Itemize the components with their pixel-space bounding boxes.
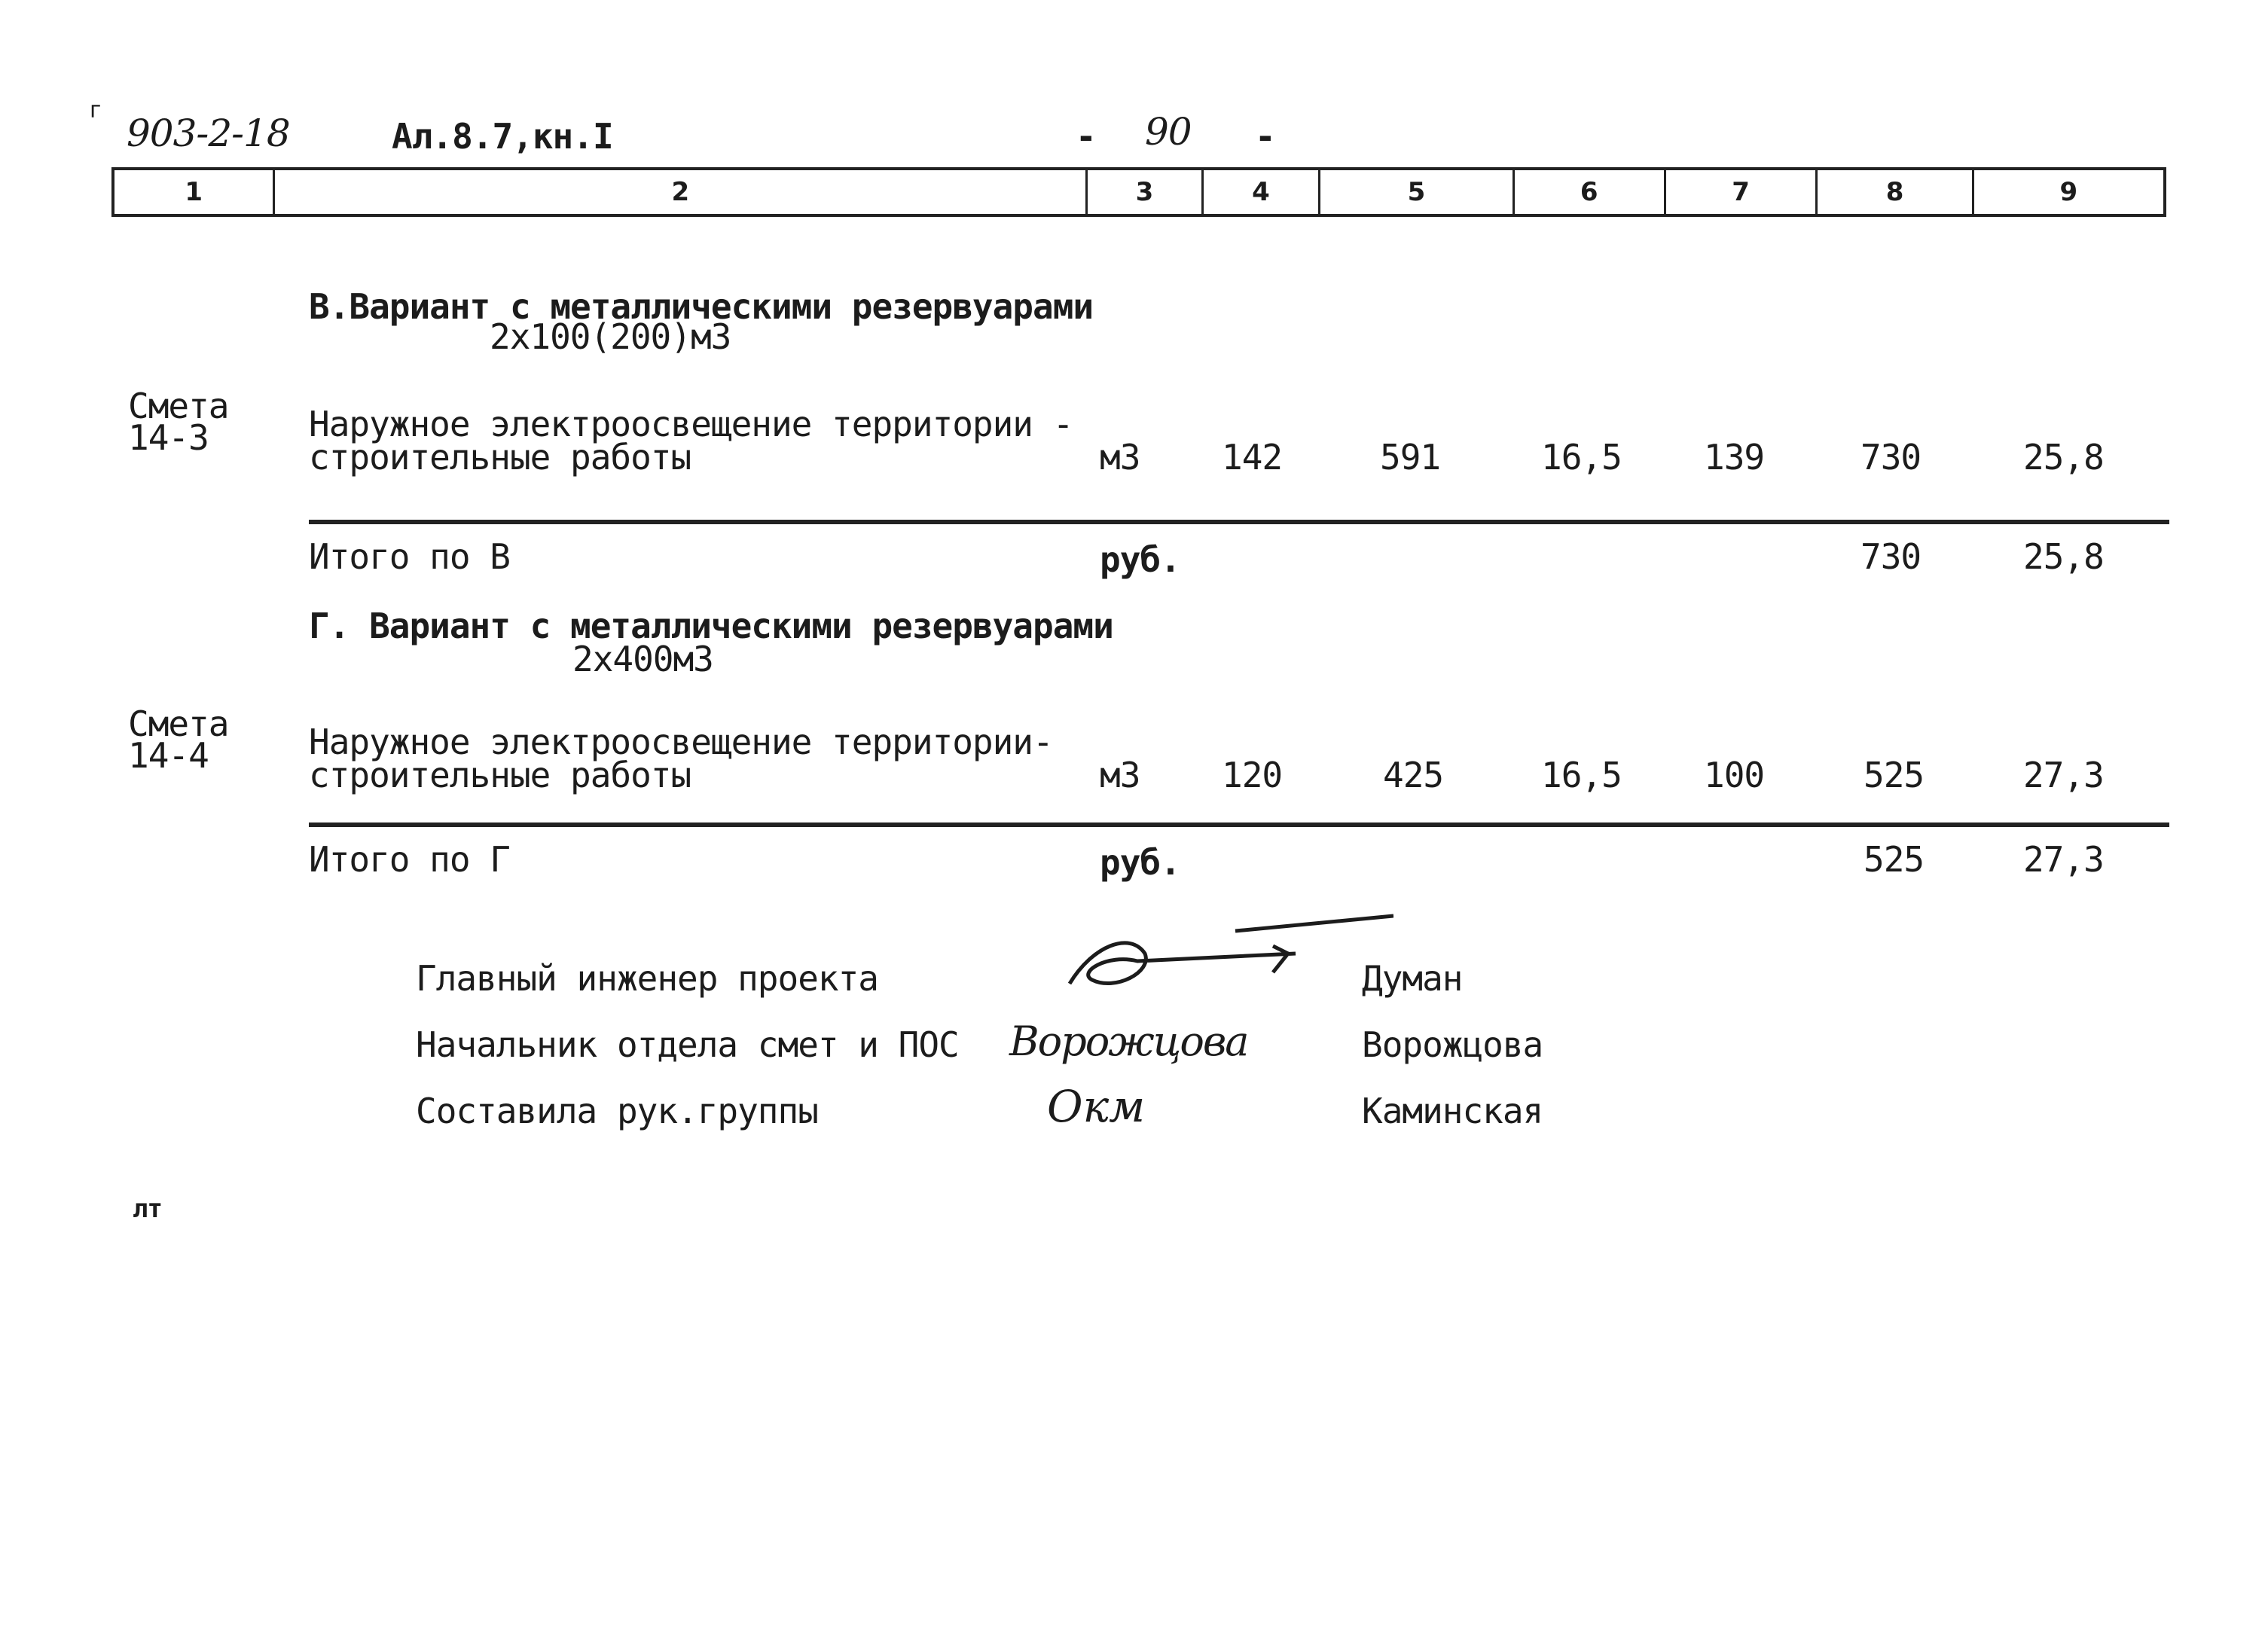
column-header: 9: [2059, 177, 2078, 207]
column-header: 7: [1666, 170, 1818, 214]
total-unit: руб.: [1100, 539, 1180, 580]
value-cell: 591: [1380, 437, 1441, 478]
value-cell: 100: [1704, 755, 1765, 795]
value-cell: 730: [1860, 437, 1922, 478]
item-description-cont: строительные работы: [309, 755, 691, 795]
estimate-number: 14-4: [128, 735, 209, 776]
value-cell: 142: [1222, 437, 1283, 478]
column-header: 3: [1088, 170, 1204, 214]
section-subtitle: 2х100(200)м3: [490, 316, 731, 357]
page-dash-right: -: [1255, 116, 1275, 157]
signature-name: Каминская: [1362, 1091, 1543, 1131]
page-dash-left: -: [1076, 116, 1096, 157]
value-cell: 425: [1383, 755, 1444, 795]
signature-scribble: [1047, 901, 1393, 1006]
column-header: 4: [1204, 170, 1321, 214]
estimate-number: 14-3: [128, 417, 209, 458]
footer-mark: лт: [133, 1194, 162, 1224]
estimate-label: Смета: [128, 386, 229, 426]
item-description: Наружное электроосвещение территории -: [309, 404, 1073, 444]
total-label: Итого по Г: [309, 839, 510, 880]
total-separator: [309, 520, 2169, 524]
total-value: 525: [1864, 839, 1925, 880]
corner-mark: г: [89, 97, 102, 124]
signature-role: Составила рук.группы: [416, 1091, 818, 1131]
item-description: Наружное электроосвещение территории-: [309, 722, 1053, 762]
section-subtitle: 2х400м3: [572, 639, 713, 679]
signature-role: Главный инженер проекта: [416, 958, 878, 999]
total-unit: руб.: [1100, 842, 1180, 883]
unit-cell: м3: [1100, 437, 1140, 478]
page-number: 90: [1145, 110, 1192, 154]
handwritten-signature: Ворожцова: [1009, 1018, 1248, 1065]
value-cell: 16,5: [1541, 755, 1622, 795]
value-cell: 525: [1864, 755, 1925, 795]
total-label: Итого по В: [309, 536, 510, 577]
value-cell: 139: [1704, 437, 1765, 478]
total-value: 27,3: [2023, 839, 2104, 880]
signature-role: Начальник отдела смет и ПОС: [416, 1024, 959, 1065]
column-header: 6: [1515, 170, 1666, 214]
column-header: 2: [275, 170, 1088, 214]
unit-cell: м3: [1100, 755, 1140, 795]
value-cell: 120: [1222, 755, 1283, 795]
album-reference: Ал.8.7,кн.I: [392, 116, 613, 157]
total-separator: [309, 822, 2169, 827]
value-cell: 16,5: [1541, 437, 1622, 478]
document-code: 903-2-18: [127, 111, 290, 155]
item-description-cont: строительные работы: [309, 437, 691, 478]
value-cell: 25,8: [2023, 437, 2104, 478]
total-value: 730: [1860, 536, 1922, 577]
column-header-row: [111, 167, 2166, 217]
handwritten-signature: Окм: [1047, 1081, 1146, 1132]
section-title: Г. Вариант с металлическими резервуарами: [309, 606, 1113, 646]
value-cell: 27,3: [2023, 755, 2104, 795]
total-value: 25,8: [2023, 536, 2104, 577]
column-header: 5: [1320, 170, 1514, 214]
column-header: 8: [1818, 170, 1973, 214]
signature-name: Думан: [1362, 958, 1463, 999]
signature-name: Ворожцова: [1362, 1024, 1543, 1065]
column-header: 1: [114, 170, 275, 214]
estimate-label: Смета: [128, 703, 229, 744]
section-title: В.Вариант с металлическими резервуарами: [309, 286, 1094, 327]
